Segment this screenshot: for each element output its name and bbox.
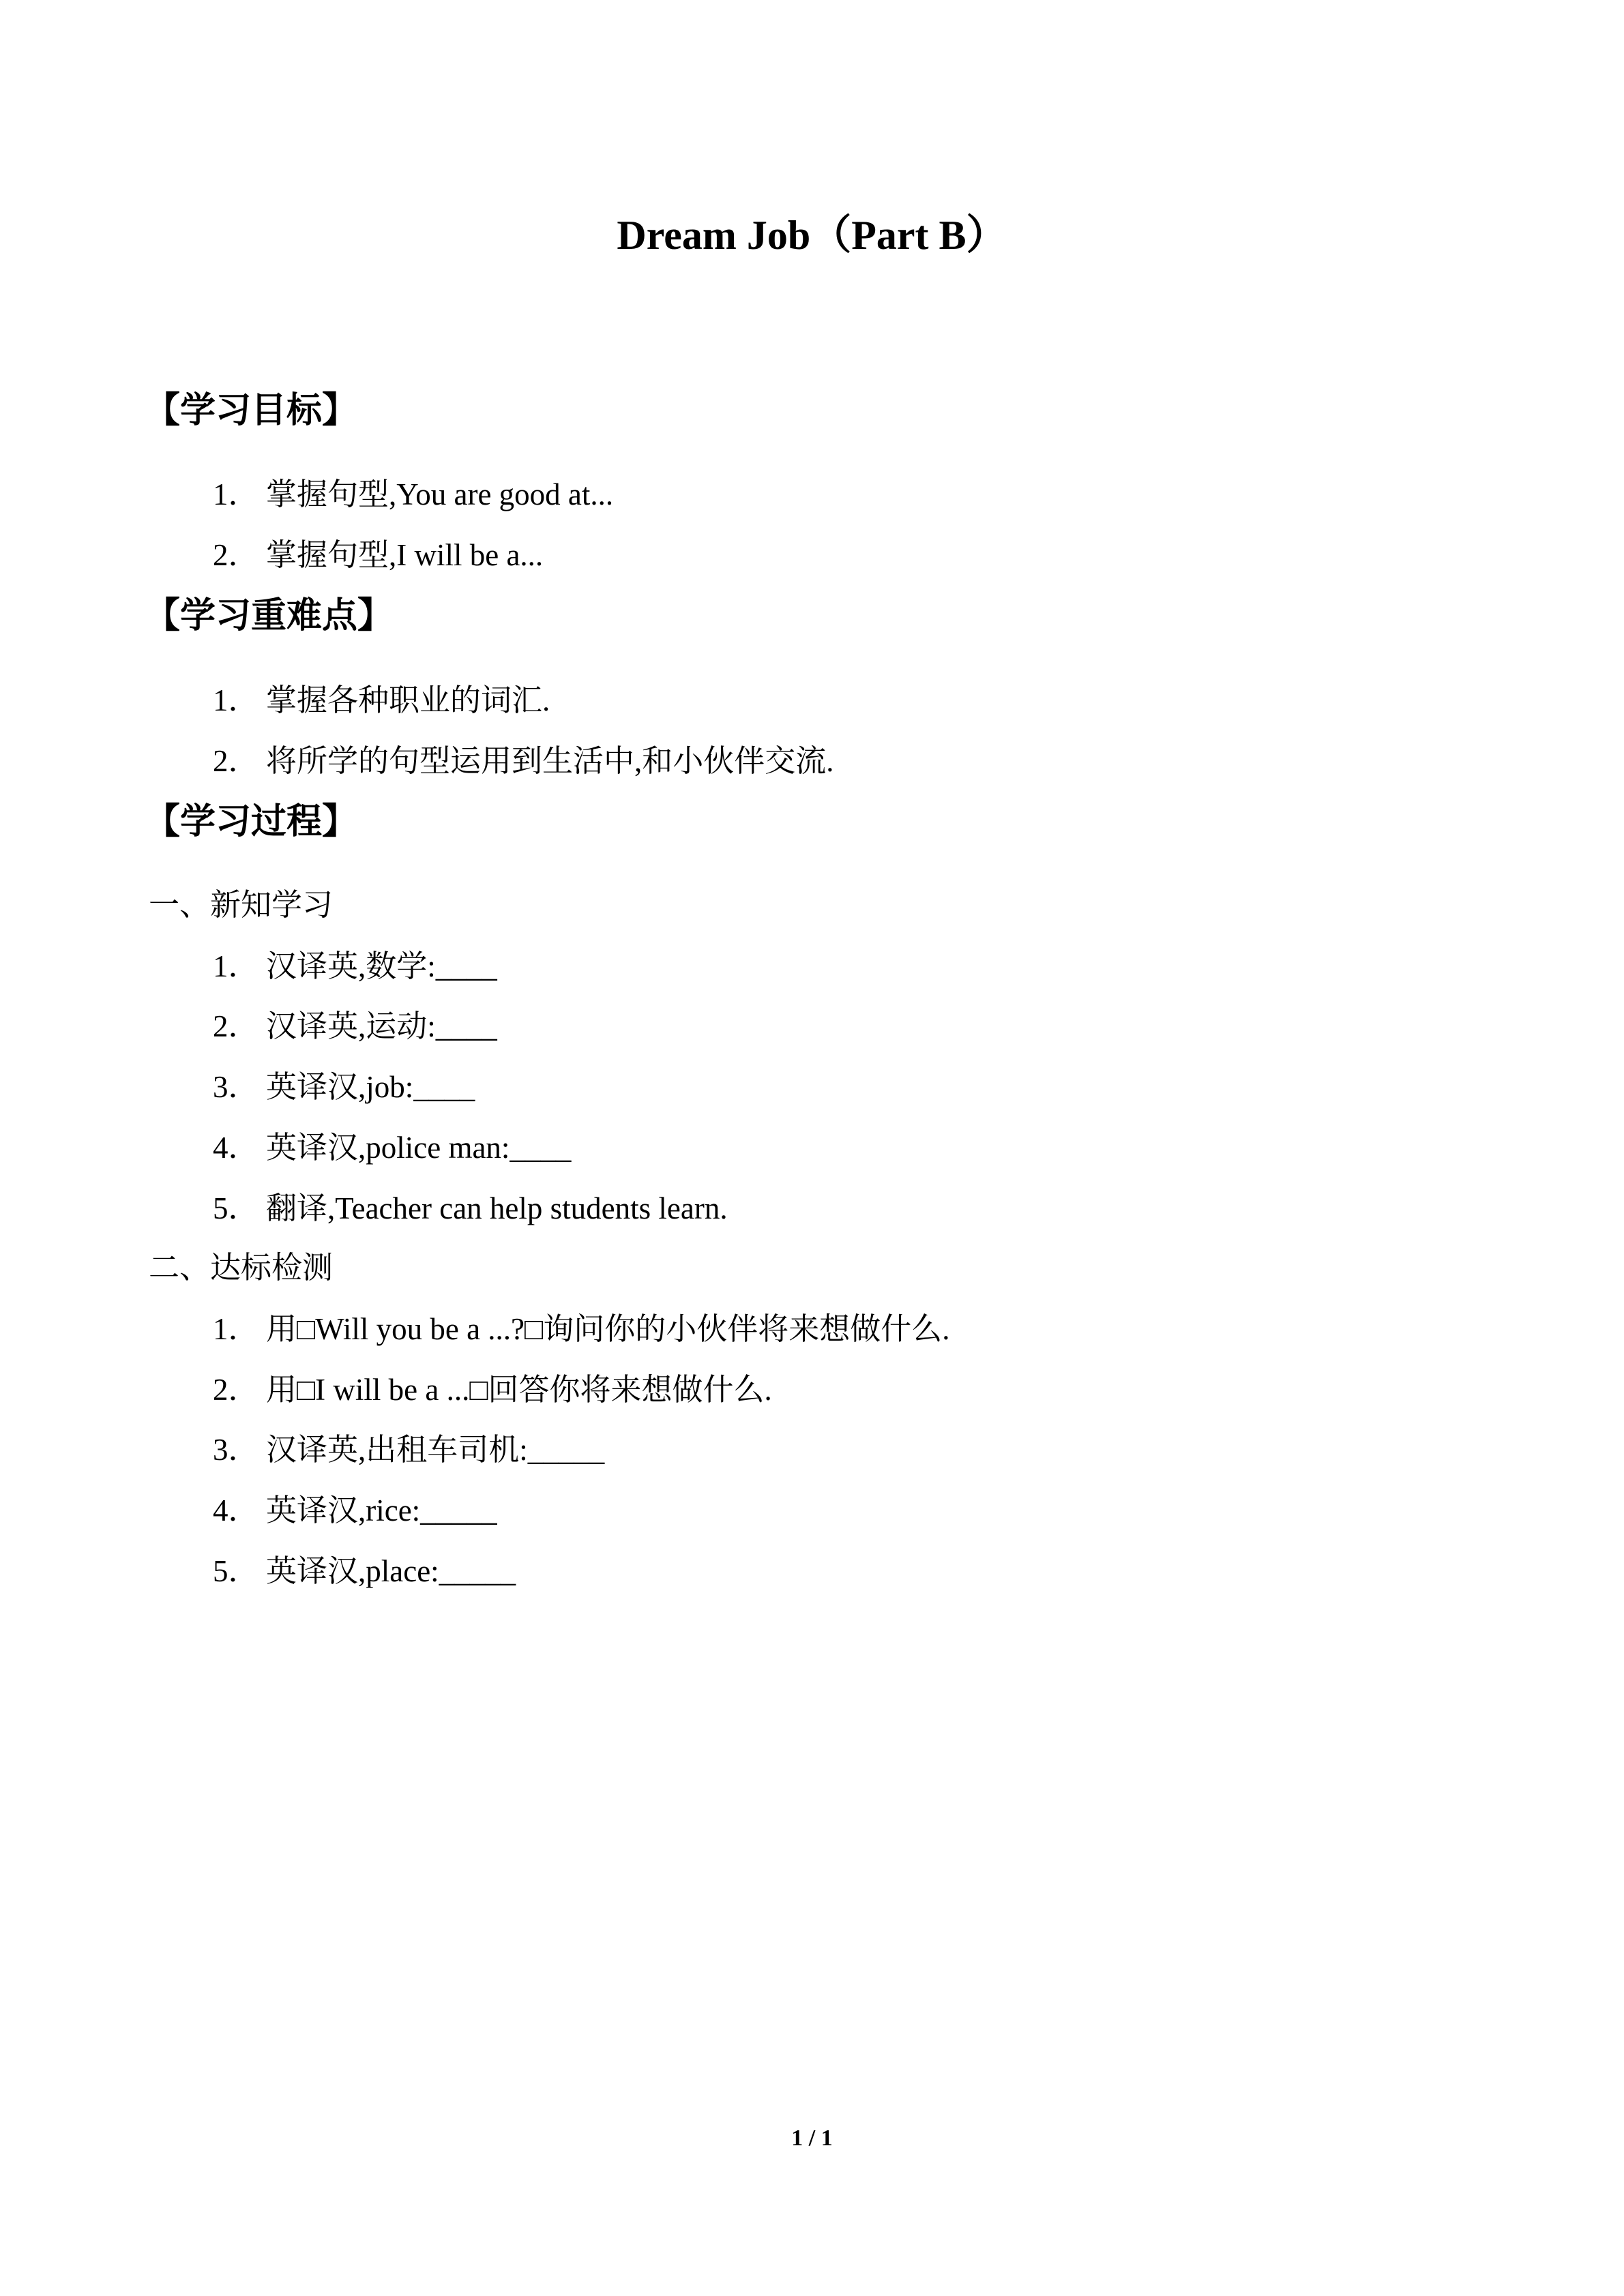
exercise-item (213, 1127, 571, 1168)
item-number: 3． (213, 1070, 259, 1104)
exercise-item (213, 1490, 497, 1531)
item-text: 英译汉,job:____ (266, 1070, 475, 1104)
section-heading-key-points: 【学习重难点】 (145, 595, 394, 636)
exercise-item (213, 1188, 728, 1229)
item-number: 4． (213, 1493, 259, 1527)
item-text: 英译汉,place:_____ (266, 1554, 516, 1588)
item-number: 3． (213, 1433, 259, 1467)
item-text: 掌握句型,I will be a... (266, 538, 544, 572)
exercise-item (213, 946, 497, 987)
item-text: 掌握各种职业的词汇. (266, 683, 550, 717)
goal-item-1 (213, 474, 613, 515)
item-text: 用□I will be a ...□回答你将来想做什么. (266, 1373, 772, 1407)
item-number: 5． (213, 1554, 259, 1588)
item-number: 2． (213, 744, 259, 778)
item-text: 英译汉,rice:_____ (266, 1493, 497, 1527)
exercise-item (213, 1551, 516, 1592)
part-label-assessment: 二、达标检测 (149, 1251, 334, 1285)
item-number: 1． (213, 477, 259, 511)
item-number: 1． (213, 1312, 259, 1346)
item-text: 汉译英,出租车司机:_____ (266, 1433, 605, 1467)
section-heading-process: 【学习过程】 (145, 801, 358, 842)
page-number: 1 / 1 (791, 2126, 833, 2151)
goal-item-2 (213, 535, 543, 576)
exercise-item (213, 1369, 772, 1410)
key-point-item-1 (213, 680, 550, 721)
item-text: 翻译,Teacher can help students learn. (266, 1191, 728, 1225)
exercise-item (213, 1429, 604, 1470)
exercise-item (213, 1067, 475, 1107)
item-text: 掌握句型,You are good at... (266, 477, 614, 511)
item-number: 5． (213, 1191, 259, 1225)
document-title: Dream Job（Part B） (617, 213, 1007, 258)
section-heading-goals: 【学习目标】 (145, 390, 358, 431)
item-number: 2． (213, 538, 259, 572)
part-label-new-knowledge: 一、新知学习 (149, 888, 334, 922)
item-number: 1． (213, 949, 259, 983)
item-number: 4． (213, 1131, 259, 1165)
exercise-item (213, 1309, 949, 1350)
key-point-item-2 (213, 741, 834, 781)
item-number: 2． (213, 1009, 259, 1043)
item-number: 2． (213, 1373, 259, 1407)
item-text: 英译汉,police man:____ (266, 1131, 572, 1165)
exercise-item (213, 1006, 497, 1047)
item-number: 1． (213, 683, 259, 717)
item-text: 汉译英,运动:____ (266, 1009, 497, 1043)
item-text: 用□Will you be a ...?□询问你的小伙伴将来想做什么. (266, 1312, 950, 1346)
item-text: 将所学的句型运用到生活中,和小伙伴交流. (266, 744, 834, 778)
item-text: 汉译英,数学:____ (266, 949, 497, 983)
